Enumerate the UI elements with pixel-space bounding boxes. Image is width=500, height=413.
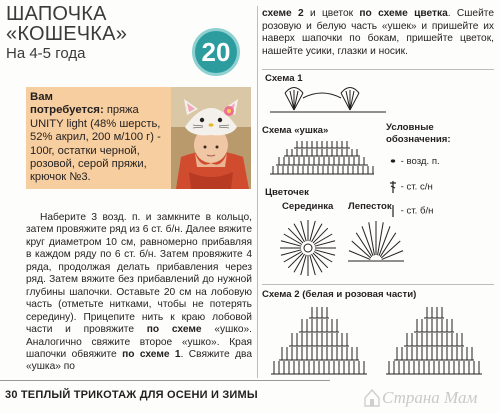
divider-line [262,69,494,70]
age-subtitle: На 4-5 года [6,45,86,62]
materials-box [26,87,251,189]
child-photo-illustration [171,87,251,189]
instructions-text [26,212,252,374]
title-block [6,4,206,63]
ear-scheme-diagram [266,138,378,178]
instructions-part2: «ушко». Аналогично свяжите второе «ушко». Края шапочки обвяжите [26,324,252,360]
pattern-number-badge: 20 [192,28,240,76]
legend-title-line1: Условные [386,122,434,133]
watermark-text: Страна Мам [382,388,478,407]
instructions-paragraph [26,212,252,374]
right-bold2: по схеме цветка [359,8,448,19]
instructions-part3: . Свяжите два «ушка» по [26,348,252,373]
flower-petal-label: Лепесток [348,201,392,212]
legend-dc-label: - ст. с/н [400,181,433,193]
scheme1-diagram [268,84,388,114]
watermark-logo-icon [362,384,382,408]
flower-petal-diagram [343,215,409,265]
divider-line-2 [262,284,494,285]
materials-text [30,91,170,185]
right-text1: и цветок [303,8,360,19]
scheme1-label: Схема 1 [265,73,303,84]
legend-chain-label: - возд. п. [400,156,440,167]
materials-heading-line1: Вам [30,91,53,103]
materials-description: пряжа UNITY light (48% шерсть, 52% акрил, 200 м/100 г) - 100г, остатки черной, розовой, серой пряжи, крючок №3. [30,104,161,184]
materials-heading-line2: потребуется: [30,104,104,117]
ear-scheme-label: Схема «ушка» [262,125,329,136]
right-bold1: схеме 2 [262,8,304,19]
legend-row-chain [388,156,440,167]
right-column-text [262,8,494,58]
legend-title [386,122,451,145]
right-text2: . Сшейте розовую и белую часть «ушек» и пришейте их наверх шапочки по бокам, пришейте цветок, нашейте усики, глазки и носик. [262,8,494,57]
scheme2-label: Схема 2 (белая и розовая части) [262,289,417,300]
column-divider [257,6,258,378]
instructions-bold2: по схеме 1 [122,348,181,360]
instructions-part1: Наберите 3 возд. п. и замкните в кольцо, затем провяжите ряд из 6 ст. б/н. Далее вяжите круг диаметром 10 см, равномерно прибавляя в каждом ряду по 6 ст. б/н. Затем провяжите 4 ряда, продолжая делать прибавления через ряд. Затем вяжите без прибавлений до нужной глубины шапочки. Оставьте 20 см на лобовую часть (отметьте нитками, чтобы не потерять середину). Прицепите нить к краю лобовой части и провяжите [26,212,252,336]
legend-row-dc [388,180,433,194]
flower-center-diagram [276,215,340,281]
page-title: ШАПОЧКА [6,3,107,25]
legend-sc-label: - ст. б/н [400,205,434,217]
footer-rule [0,380,330,381]
flower-label: Цветочек [265,187,309,198]
page-footer: 30 ТЕПЛЫЙ ТРИКОТАЖ ДЛЯ ОСЕНИ И ЗИМЫ [5,389,258,401]
legend-title-line2: обозначения: [386,133,451,145]
instructions-bold1: по схеме [146,324,202,336]
page-title-name: «КОШЕЧКА» [6,23,128,45]
double-crochet-icon [388,180,398,194]
chain-stitch-icon [388,156,398,166]
site-watermark [360,382,500,412]
flower-center-label: Серединка [282,201,334,212]
child-photo [171,87,251,189]
scheme2-diagram [264,304,494,378]
